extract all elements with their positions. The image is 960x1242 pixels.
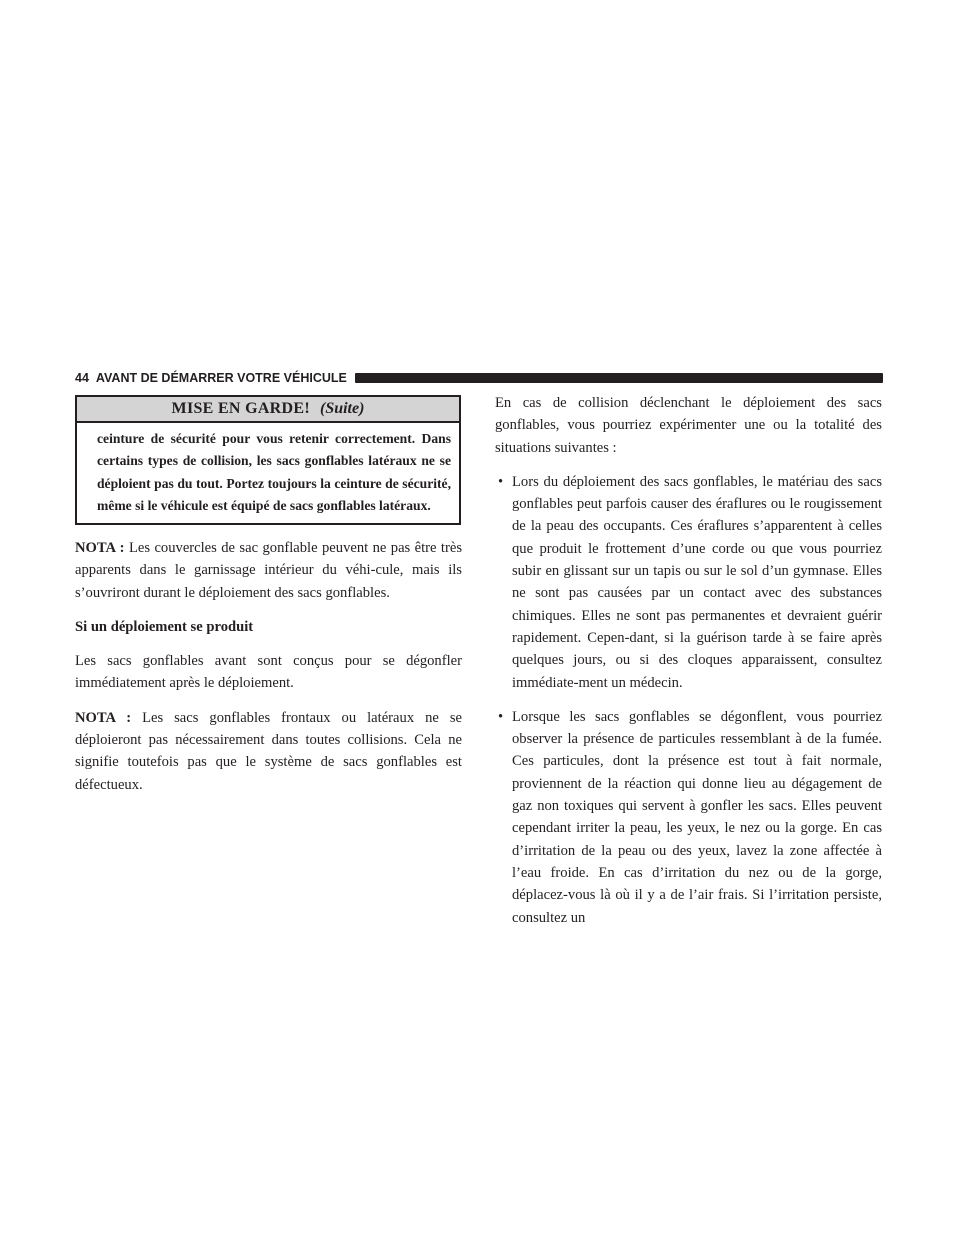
page-number: 44 [75,371,89,385]
note-text: Les couvercles de sac gonflable peuvent ne pas être très apparents dans le garnissage intérieur du véhi-cule, mais ils s’ouvriront durant le déploiement des sacs gonflables. [75,540,462,601]
note-label: NOTA : [75,709,132,726]
page-header [75,369,883,387]
section-subheading: Si un déploiement se produit [75,618,254,635]
list-item [495,706,882,929]
section-title: AVANT DE DÉMARRER VOTRE VÉHICULE [95,371,347,385]
warning-continued-label: (Suite) [319,400,365,417]
bullet-list [495,471,882,929]
list-item-text: Lorsque les sacs gonflables se dégonflent, vous pourriez observer la présence de particules ressemblant à de la fumée. Ces particules, dont la présence est tout à fait normale, proviennent de la réaction qui donne lieu au dégagement de gaz non toxiques qui servent à gonfler les sacs. Elles peuvent cependant irriter la peau, les yeux, le nez ou la gorge. En cas d’irritation de la peau ou des yeux, lavez la zone affectée à l’eau froide. En cas d’irritation du nez ou de la gorge, déplacez-vous là où il y a de l’air frais. Si l’irritation persiste, consultez un [512,708,882,926]
body-paragraph: Les sacs gonflables avant sont conçus pour se dégonfler immédiatement après le déploiement. [75,653,462,692]
warning-box [75,395,461,525]
note-airbag-covers [75,537,462,604]
note-text: Les sacs gonflables frontaux ou latéraux ne se déploieront pas nécessairement dans toutes collisions. Cela ne signifie toutefois pas que le système de sacs gonflables est défectueux. [75,709,462,793]
note-label: NOTA : [75,540,125,556]
warning-title: MISE EN GARDE! [171,400,310,417]
intro-paragraph: En cas de collision déclenchant le déploiement des sacs gonflables, vous pourriez expérimenter une ou la totalité des situations suivantes : [495,395,882,456]
right-column [495,392,882,941]
bullet-icon: • [498,473,504,490]
bullet-icon: • [498,708,504,725]
list-item [495,471,882,694]
header-rule [355,373,883,383]
warning-text: ceinture de sécurité pour vous retenir correctement. Dans certains types de collision, les sacs gonflables latéraux ne se déploient pas du tout. Portez toujours la ceinture de sécurité, même si le véhicule est équipé de sacs gonflables latéraux. [97,431,451,513]
note-deployment [75,707,462,796]
warning-header [77,397,459,423]
left-column [75,537,462,796]
list-item-text: Lors du déploiement des sacs gonflables, le matériau des sacs gonflables peut parfois causer des éraflures ou le rougissement de la peau des occupants. Ces éraflures s’apparentent à celles que produit le frottement d’une corde ou que vous pourriez subir en glissant sur un tapis ou sur le sol d’un gymnase. Elles ne sont pas causées par un contact avec des substances chimiques. Elles ne sont pas permanentes et devraient guérir rapidement. Cepen-dant, si la guérison tarde à se faire après quelques jours, ou si des cloques apparaissent, consultez immédiate-ment un médecin. [512,473,882,691]
